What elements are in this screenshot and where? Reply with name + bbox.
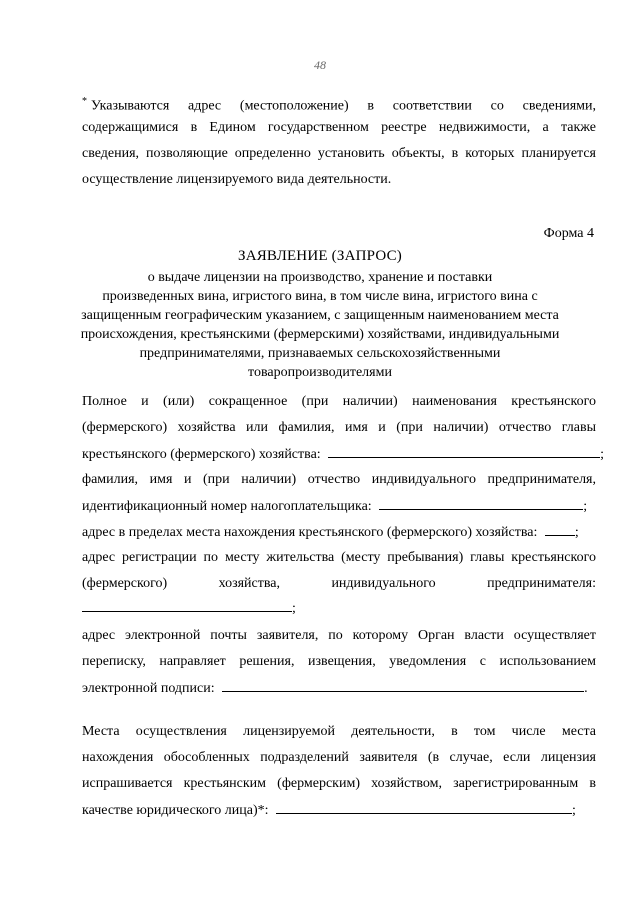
email-input-blank[interactable] bbox=[222, 678, 584, 692]
name-field-label: крестьянского (фермерского) хозяйства: bbox=[82, 447, 321, 462]
document-title: ЗАЯВЛЕНИЕ (ЗАПРОС) bbox=[237, 248, 402, 264]
footnote-mark: * bbox=[82, 96, 87, 107]
ip-field-line bbox=[82, 496, 587, 516]
registration-input-blank[interactable] bbox=[82, 598, 292, 612]
subtitle-line: произведенных вина, игристого вина, в том числе вина, игристого вина с bbox=[102, 289, 538, 304]
places-field-line: нахождения обособленных подразделений заявителя (в случае, если лицензия bbox=[82, 750, 596, 765]
location-field-label: адрес в пределах места нахождения крестьянского (фермерского) хозяйства: bbox=[82, 525, 538, 540]
ip-field-line: фамилия, имя и (при наличии) отчество индивидуального предпринимателя, bbox=[82, 472, 596, 487]
places-field-line: испрашивается крестьянским (фермерским) хозяйством, зарегистрированным в bbox=[82, 776, 596, 791]
subtitle-line: о выдаче лицензии на производство, хранение и поставки bbox=[147, 270, 493, 285]
name-field-line bbox=[82, 444, 604, 464]
footnote-line bbox=[82, 92, 596, 112]
page-number: 48 bbox=[314, 58, 326, 72]
semicolon: ; bbox=[292, 601, 296, 616]
location-input-blank[interactable] bbox=[545, 522, 575, 536]
semicolon: ; bbox=[583, 499, 588, 514]
name-field-line: Полное и (или) сокращенное (при наличии) наименования крестьянского bbox=[82, 394, 596, 409]
semicolon: ; bbox=[574, 525, 579, 540]
footnote-line: содержащимися в Едином государственном реестре недвижимости, а также bbox=[82, 120, 596, 135]
inn-input-blank[interactable] bbox=[379, 496, 583, 510]
places-field-label: качестве юридического лица)*: bbox=[82, 803, 269, 818]
places-input-blank[interactable] bbox=[276, 800, 572, 814]
form-label: Форма 4 bbox=[543, 226, 594, 241]
period: . bbox=[584, 681, 588, 696]
footnote-line: сведения, позволяющие определенно установить объекты, в которых планируется bbox=[82, 146, 596, 161]
name-input-blank[interactable] bbox=[328, 444, 600, 458]
places-field-line: Места осуществления лицензируемой деятельности, в том числе места bbox=[82, 724, 596, 739]
email-field-line bbox=[82, 678, 588, 698]
location-field-line bbox=[82, 522, 579, 542]
subtitle-line: предпринимателями, признаваемых сельскохозяйственными bbox=[139, 346, 501, 361]
registration-field-line: адрес регистрации по месту жительства (месту пребывания) главы крестьянского bbox=[82, 550, 596, 565]
inn-field-label: идентификационный номер налогоплательщика: bbox=[82, 499, 372, 514]
subtitle-line: товаропроизводителями bbox=[248, 365, 392, 380]
subtitle-line: защищенным географическим указанием, с защищенным наименованием места bbox=[81, 308, 559, 323]
subtitle-line: происхождения, крестьянскими (фермерскими) хозяйствами, индивидуальными bbox=[80, 327, 560, 342]
semicolon: ; bbox=[600, 447, 605, 462]
registration-field-line: (фермерского) хозяйства, индивидуального предпринимателя: bbox=[82, 576, 596, 591]
document-subtitle bbox=[80, 268, 560, 382]
email-field-line: адрес электронной почты заявителя, по которому Орган власти осуществляет bbox=[82, 628, 596, 643]
registration-field-line bbox=[82, 598, 296, 618]
footnote-line: осуществление лицензируемого вида деятельности. bbox=[82, 172, 392, 187]
semicolon: ; bbox=[572, 803, 576, 818]
email-field-label: электронной подписи: bbox=[82, 681, 215, 696]
places-field-line bbox=[82, 800, 576, 820]
footnote-text: Указываются адрес (местоположение) в соответствии со сведениями, bbox=[91, 98, 596, 114]
email-field-line: переписку, направляет решения, извещения, уведомления с использованием bbox=[82, 654, 596, 669]
name-field-line: (фермерского) хозяйства или фамилия, имя и (при наличии) отчество главы bbox=[82, 420, 596, 435]
